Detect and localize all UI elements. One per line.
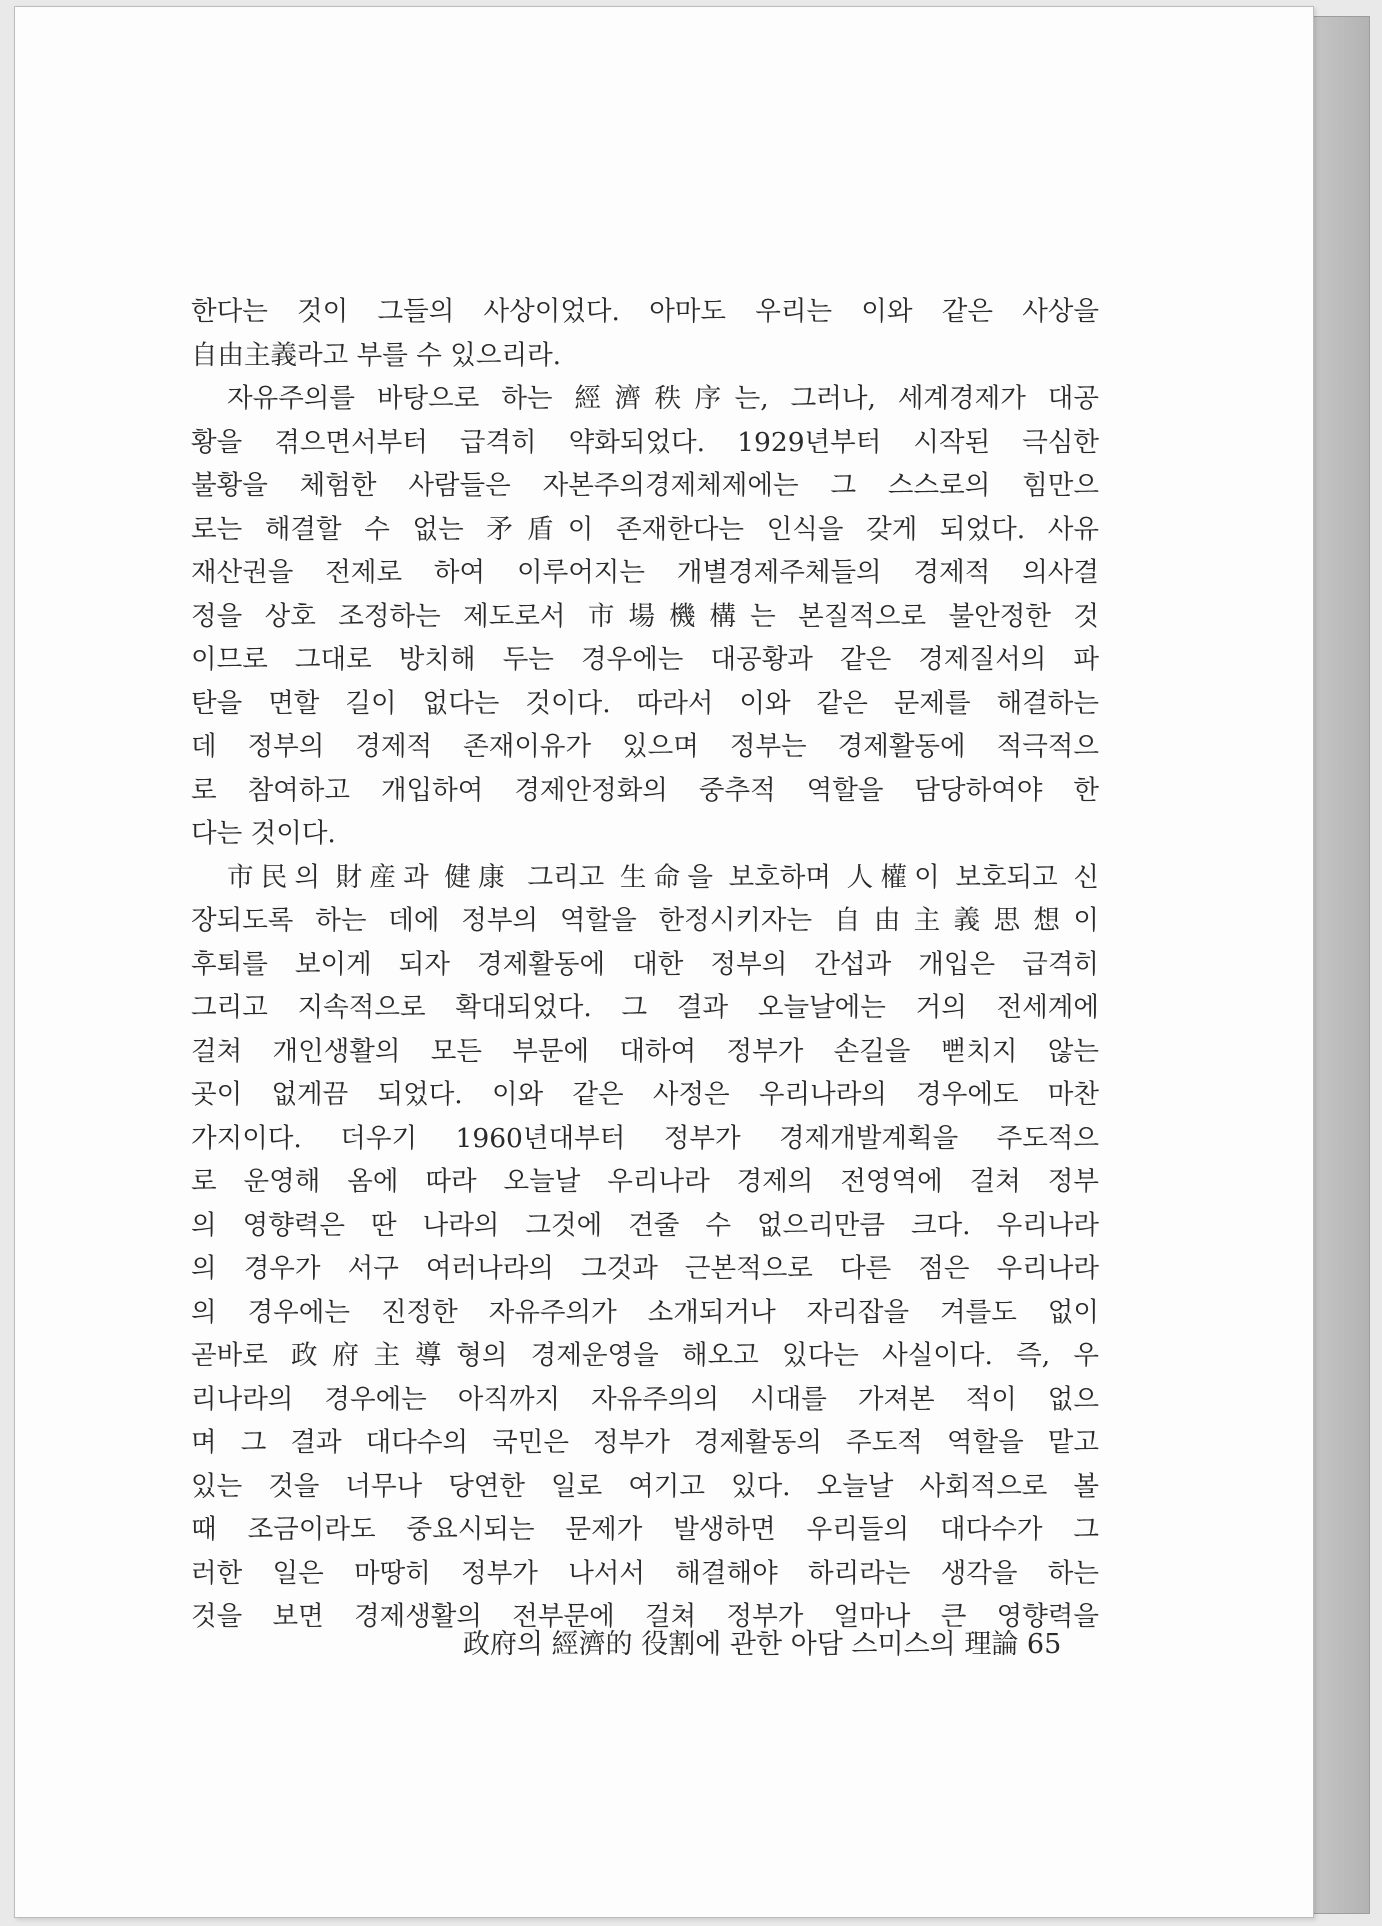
text-line: 한다는 것이 그들의 사상이었다. 아마도 우리는 이와 같은 사상을: [191, 296, 1099, 327]
text-line: 걸쳐 개인생활의 모든 부문에 대하여 정부가 손길을 뻗치지 않는: [191, 1035, 1099, 1067]
text-line: 이므로 그대로 방치해 두는 경우에는 대공황과 같은 경제질서의 파: [191, 644, 1099, 675]
text-line: 정을 상호 조정하는 제도로서 市場機構는 본질적으로 불안정한 것: [191, 600, 1099, 632]
page-stack-edge: [1310, 16, 1370, 1914]
text-line: 다는 것이다.: [191, 818, 336, 849]
text-line: 로 참여하고 개입하여 경제안정화의 중추적 역할을 담당하여야 한: [191, 774, 1099, 806]
text-line: 후퇴를 보이게 되자 경제활동에 대한 정부의 간섭과 개입은 급격히: [191, 948, 1099, 980]
body-text: [191, 290, 1099, 1639]
text-line: 장되도록 하는 데에 정부의 역할을 한정시키자는 自由主義思想이: [191, 905, 1099, 936]
text-line: 탄을 면할 길이 없다는 것이다. 따라서 이와 같은 문제를 해결하는: [191, 687, 1099, 719]
text-line: 재산권을 전제로 하여 이루어지는 개별경제주체들의 경제적 의사결: [191, 557, 1099, 588]
running-footer: 政府의 經濟的 役割에 관한 아담 스미스의 理論 65: [463, 1629, 1062, 1660]
text-line: 곧바로 政府主導형의 경제운영을 해오고 있다는 사실이다. 즉, 우: [191, 1340, 1099, 1371]
text-line: 데 정부의 경제적 존재이유가 있으며 정부는 경제활동에 적극적으: [191, 731, 1099, 762]
paragraph-first-line: 市民의 財産과 健康 그리고 生命을 보호하며 人權이 보호되고 신: [227, 861, 1099, 893]
text-line: 며 그 결과 대다수의 국민은 정부가 경제활동의 주도적 역할을 맡고: [191, 1427, 1099, 1458]
text-line: 로 운영해 옴에 따라 오늘날 우리나라 경제의 전영역에 걸쳐 정부: [191, 1166, 1099, 1197]
text-line: 때 조금이라도 중요시되는 문제가 발생하면 우리들의 대다수가 그: [191, 1514, 1099, 1545]
text-line: 불황을 체험한 사람들은 자본주의경제체제에는 그 스스로의 힘만으: [191, 470, 1099, 501]
text-line: 리나라의 경우에는 아직까지 자유주의의 시대를 가져본 적이 없으: [191, 1383, 1099, 1415]
text-line: 있는 것을 너무나 당연한 일로 여기고 있다. 오늘날 사회적으로 볼: [191, 1470, 1099, 1502]
text-line: 의 경우에는 진정한 자유주의가 소개되거나 자리잡을 겨를도 없이: [191, 1296, 1099, 1328]
text-line: 의 영향력은 딴 나라의 그것에 견줄 수 없으리만큼 크다. 우리나라: [191, 1209, 1099, 1241]
text-line: 러한 일은 마땅히 정부가 나서서 해결해야 하리라는 생각을 하는: [191, 1557, 1099, 1589]
text-line: 황을 겪으면서부터 급격히 약화되었다. 1929년부터 시작된 극심한: [191, 426, 1099, 458]
text-line: 가지이다. 더우기 1960년대부터 정부가 경제개발계획을 주도적으: [191, 1122, 1099, 1154]
paragraph-first-line: 자유주의를 바탕으로 하는 經濟秩序는, 그러나, 세계경제가 대공: [227, 383, 1099, 414]
text-line: 그리고 지속적으로 확대되었다. 그 결과 오늘날에는 거의 전세계에: [191, 992, 1099, 1023]
text-line: 것을 보면 경제생활의 전부문에 걸쳐 정부가 얼마나 큰 영향력을: [191, 1601, 1099, 1632]
text-line: 自由主義라고 부를 수 있으리라.: [191, 339, 562, 371]
text-line: 의 경우가 서구 여러나라의 그것과 근본적으로 다른 점은 우리나라: [191, 1253, 1099, 1284]
book-page: [14, 6, 1314, 1918]
text-line: 곳이 없게끔 되었다. 이와 같은 사정은 우리나라의 경우에도 마찬: [191, 1079, 1099, 1110]
text-line: 로는 해결할 수 없는 矛盾이 존재한다는 인식을 갖게 되었다. 사유: [191, 513, 1099, 545]
